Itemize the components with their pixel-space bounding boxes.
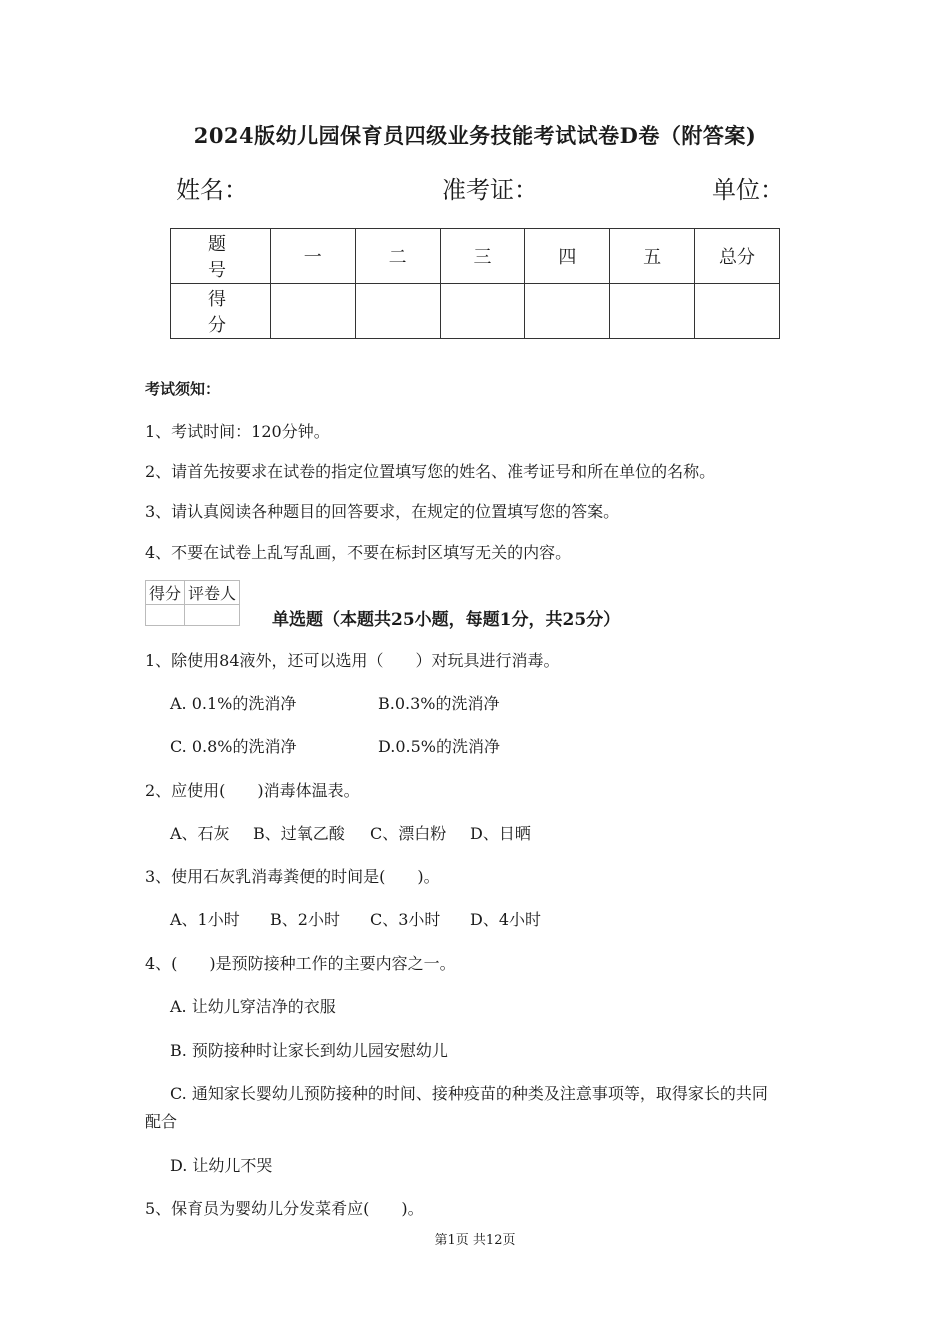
score-table-header-cell: 总分 (695, 229, 780, 284)
question-stem: 2、应使用( )消毒体温表。 (145, 781, 360, 800)
score-table-header-cell: 三 (440, 229, 525, 284)
option-d[interactable]: D.0.5%的洗消净 (378, 737, 500, 756)
notice-item: 3、请认真阅读各种题目的回答要求，在规定的位置填写您的答案。 (145, 502, 620, 521)
question-stem: 3、使用石灰乳消毒粪便的时间是( )。 (145, 867, 440, 886)
option-d[interactable]: D. 让幼儿不哭 (170, 1156, 273, 1175)
section-title: 单选题（本题共25小题，每题1分，共25分） (272, 610, 621, 630)
option-a[interactable]: A、石灰 (170, 824, 230, 843)
option-c[interactable]: C、3小时 (370, 910, 441, 929)
score-table-score-row (171, 284, 780, 339)
question-stem: 4、( )是预防接种工作的主要内容之一。 (145, 954, 456, 973)
score-row-label: 得 分 (171, 284, 271, 339)
option-d[interactable]: D、4小时 (470, 910, 542, 929)
notice-item: 2、请首先按要求在试卷的指定位置填写您的姓名、准考证号和所在单位的名称。 (145, 462, 716, 481)
grader-table-grader-label: 评卷人 (185, 581, 240, 605)
grader-table-grader-cell[interactable] (185, 605, 240, 626)
score-cell[interactable] (610, 284, 695, 339)
grader-table-score-cell[interactable] (146, 605, 185, 626)
exam-number-label: 准考证： (442, 176, 538, 204)
score-cell[interactable] (440, 284, 525, 339)
score-table-header-row (171, 229, 780, 284)
score-cell[interactable] (525, 284, 610, 339)
option-b[interactable]: B、2小时 (270, 910, 340, 929)
notice-title: 考试须知： (145, 380, 221, 398)
score-cell[interactable] (270, 284, 355, 339)
option-b[interactable]: B.0.3%的洗消净 (378, 694, 500, 713)
option-c[interactable]: C. 通知家长婴幼儿预防接种的时间、接种疫苗的种类及注意事项等，取得家长的共同 (170, 1084, 768, 1103)
option-b[interactable]: B、过氧乙酸 (253, 824, 345, 843)
page-footer: 第1页 共12页 (434, 1233, 516, 1248)
unit-label: 单位： (712, 176, 784, 204)
question-stem: 1、除使用84液外，还可以选用（ ）对玩具进行消毒。 (145, 651, 560, 670)
option-d[interactable]: D、日晒 (470, 824, 531, 843)
notice-item: 1、考试时间：120分钟。 (145, 422, 330, 441)
option-a[interactable]: A. 让幼儿穿洁净的衣服 (170, 997, 336, 1016)
score-cell[interactable] (355, 284, 440, 339)
score-table-header-cell: 一 (270, 229, 355, 284)
option-c[interactable]: C、漂白粉 (370, 824, 447, 843)
grader-table-score-label: 得分 (146, 581, 185, 605)
notice-item: 4、不要在试卷上乱写乱画，不要在标封区填写无关的内容。 (145, 543, 572, 562)
score-table-header-cell: 二 (355, 229, 440, 284)
option-c-continued: 配合 (145, 1112, 178, 1131)
grader-table (145, 580, 240, 626)
score-table (170, 228, 780, 339)
score-table-header-cell: 五 (610, 229, 695, 284)
name-label: 姓名： (176, 176, 248, 204)
option-a[interactable]: A、1小时 (170, 910, 240, 929)
option-a[interactable]: A. 0.1%的洗消净 (170, 694, 297, 713)
question-stem: 5、保育员为婴幼儿分发菜肴应( )。 (145, 1199, 424, 1218)
score-table-header-cell: 题 号 (171, 229, 271, 284)
score-cell[interactable] (695, 284, 780, 339)
option-c[interactable]: C. 0.8%的洗消净 (170, 737, 297, 756)
exam-title: 2024版幼儿园保育员四级业务技能考试试卷D卷（附答案) (193, 123, 757, 148)
score-table-header-cell: 四 (525, 229, 610, 284)
option-b[interactable]: B. 预防接种时让家长到幼儿园安慰幼儿 (170, 1041, 448, 1060)
